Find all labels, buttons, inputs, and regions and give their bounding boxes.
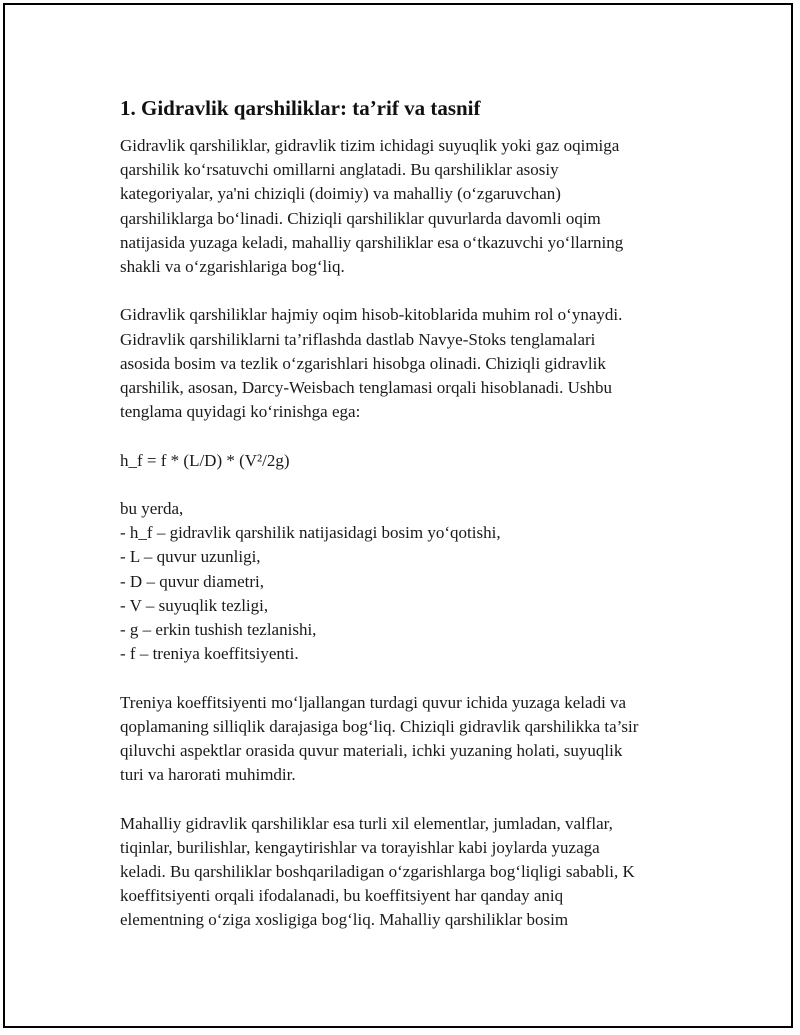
definitions-intro: bu yerda, [120, 499, 184, 518]
text-line: kategoriyalar, ya'ni chiziqli (doimiy) va mahalliy (o‘zgaruvchan) [120, 184, 561, 204]
definition-item: - V – suyuqlik tezligi, [120, 595, 269, 615]
text-line: qiluvchi aspektlar orasida quvur materiali, ichki yuzaning holati, suyuqlik [120, 741, 623, 761]
text-line: elementning o‘ziga xosligiga bog‘liq. Mahalliy qarshiliklar bosim [120, 910, 569, 930]
text-line: Gidravlik qarshiliklarni ta’riflashda dastlab Navye-Stoks tenglamalari [120, 329, 596, 349]
text-line: qarshiliklarga bo‘linadi. Chiziqli qarshiliklar quvurlarda davomli oqim [120, 208, 601, 228]
definition-item: - g – erkin tushish tezlanishi, [120, 620, 317, 640]
text-line: keladi. Bu qarshiliklar boshqariladigan o‘zgarishlarga bog‘liqligi sababli, K [120, 862, 635, 882]
definition-item: - D – quvur diametri, [120, 571, 264, 591]
definition-item: - h_f – gidravlik qarshilik natijasidagi bosim yo‘qotishi, [120, 523, 501, 543]
text-line: koeffitsiyenti orqali ifodalanadi, bu koeffitsiyent har qanday aniq [120, 886, 564, 906]
paragraph-friction-coefficient [120, 691, 700, 788]
formula: h_f = f * (L/D) * (V²/2g) [120, 450, 290, 470]
text-line: natijasida yuzaga keladi, mahalliy qarshiliklar esa o‘tkazuvchi yo‘llarning [120, 232, 624, 252]
text-line: turi va harorati muhimdir. [120, 765, 296, 785]
text-line: qarshilik, asosan, Darcy-Weisbach tenglamasi orqali hisoblanadi. Ushbu [120, 378, 612, 398]
text-line: tenglama quyidagi ko‘rinishga ega: [120, 402, 361, 422]
paragraph-definition [120, 134, 700, 279]
text-line: shakli va o‘zgarishlariga bog‘liq. [120, 257, 345, 277]
paragraph-local-resistance [120, 812, 700, 933]
section-heading: 1. Gidravlik qarshiliklar: ta’rif va tasnif [120, 96, 481, 120]
document-content [120, 93, 700, 957]
text-line: Treniya koeffitsiyenti mo‘ljallangan turdagi quvur ichida yuzaga keladi va [120, 692, 627, 712]
text-line: tiqinlar, burilishlar, kengaytirishlar va torayishlar kabi joylarda yuzaga [120, 837, 600, 857]
definition-item: - L – quvur uzunligi, [120, 547, 261, 567]
definition-item: - f – treniya koeffitsiyenti. [120, 644, 299, 664]
text-line: Gidravlik qarshiliklar hajmiy oqim hisob-kitoblarida muhim rol o‘ynaydi. [120, 305, 623, 325]
text-line: Mahalliy gidravlik qarshiliklar esa turli xil elementlar, jumladan, valflar, [120, 813, 613, 833]
document-page [3, 3, 793, 1028]
text-line: qarshilik ko‘rsatuvchi omillarni anglatadi. Bu qarshiliklar asosiy [120, 160, 559, 180]
paragraph-darcy-weisbach [120, 303, 700, 424]
text-line: asosida bosim va tezlik o‘zgarishlari hisobga olinadi. Chiziqli gidravlik [120, 353, 606, 373]
formula-block [120, 449, 700, 473]
text-line: Gidravlik qarshiliklar, gidravlik tizim ichidagi suyuqlik yoki gaz oqimiga [120, 136, 620, 155]
definitions-list [120, 497, 700, 666]
text-line: qoplamaning silliqlik darajasiga bog‘liq. Chiziqli gidravlik qarshilikka ta’sir [120, 716, 639, 736]
